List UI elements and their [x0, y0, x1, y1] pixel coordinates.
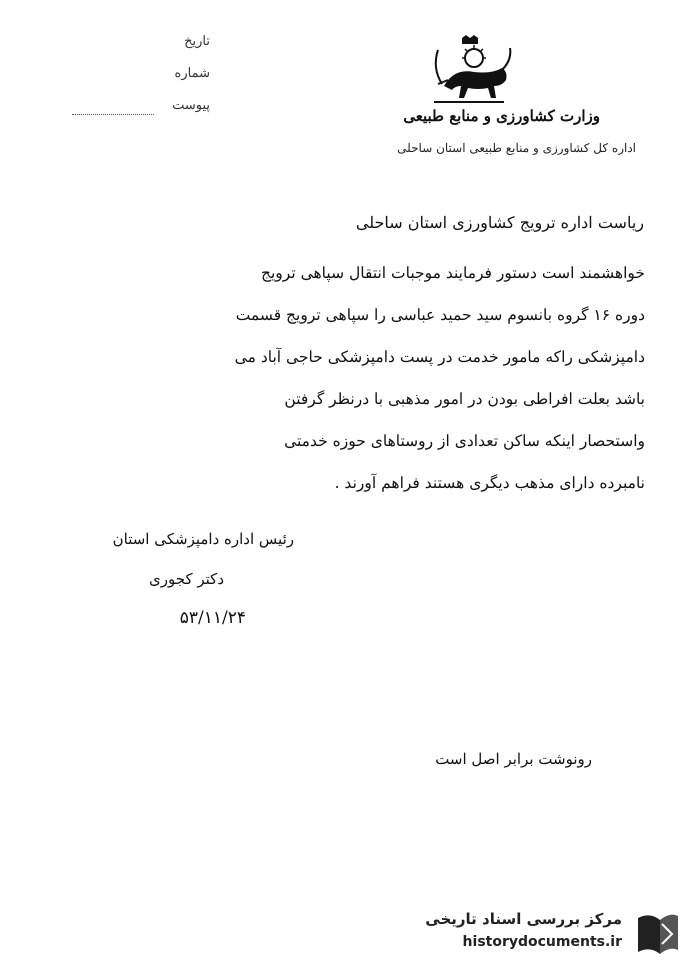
attachment-line: [72, 114, 154, 115]
watermark: [396, 904, 686, 960]
letter-date: ۵۳/۱۱/۲۴: [179, 608, 246, 628]
body-line: واستحصار اینکه ساکن تعدادی از روستاهای حوزه خدمتی: [284, 432, 645, 450]
number-label: شماره: [174, 66, 210, 81]
letter-body: [60, 252, 645, 504]
watermark-url: historydocuments.ir: [462, 934, 622, 950]
body-line: دوره ۱۶ گروه بانسوم سید حمید عباسی را سپاهی ترویج قسمت: [235, 306, 645, 324]
book-logo-icon: [632, 908, 682, 958]
addressee: ریاست اداره ترویج کشاورزی استان ساحلی: [355, 213, 644, 232]
signatory-name: دکتر کجوری: [149, 570, 224, 588]
date-label: تاریخ: [184, 34, 210, 49]
lion-and-sun-emblem-icon: [424, 34, 516, 106]
body-line: خواهشمند است دستور فرمایند موجبات انتقال سپاهی ترویج: [260, 264, 645, 282]
letter-meta: [150, 26, 210, 122]
ministry-name: وزارت کشاورزی و منابع طبیعی: [403, 107, 600, 125]
department-name: اداره کل کشاورزی و منابع طبیعی استان ساحلی: [397, 141, 636, 155]
copy-note: رونوشت برابر اصل است: [435, 750, 592, 768]
body-line: باشد بعلت افراطی بودن در امور مذهبی با درنظر گرفتن: [284, 390, 645, 408]
attachment-label: پیوست: [172, 98, 210, 113]
body-line: دامپزشکی راکه مامور خدمت در پست دامپزشکی حاجی آباد می: [234, 348, 645, 366]
body-line: نامبرده دارای مذهب دیگری هستند فراهم آورند .: [334, 474, 645, 492]
signatory-title: رئیس اداره دامپزشکی استان: [112, 530, 294, 548]
watermark-name: مرکز بررسی اسناد تاریخی: [425, 910, 622, 928]
